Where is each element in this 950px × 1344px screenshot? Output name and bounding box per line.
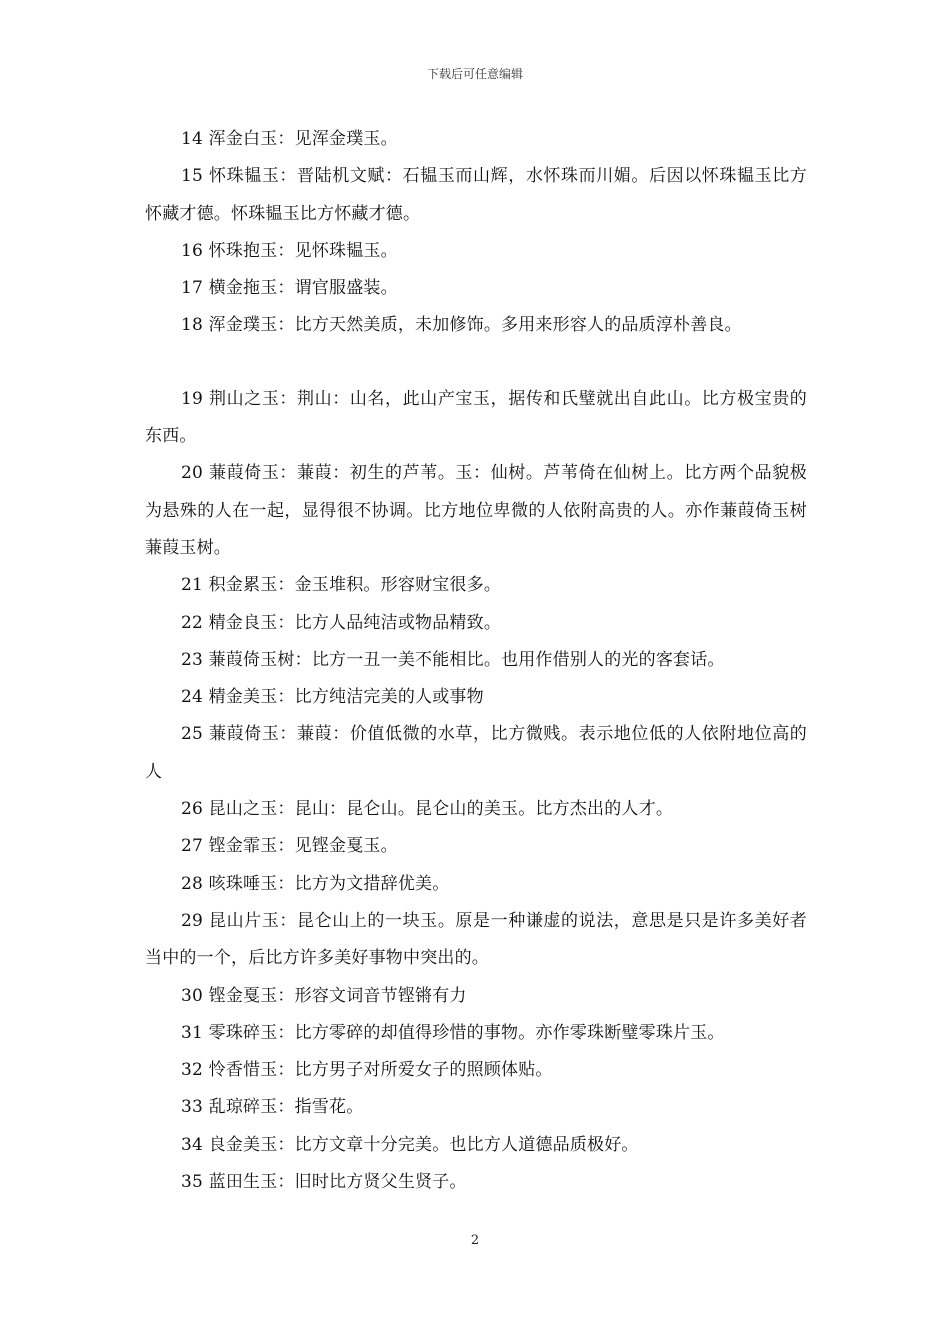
entry-14: 14 浑金白玉：见浑金璞玉。 xyxy=(181,129,398,149)
paragraph-gap xyxy=(145,345,807,381)
entry-25: 25 蒹葭倚玉：蒹葭：价值低微的水草，比方微贱。表示地位低的人依附地位高的人 xyxy=(145,724,807,782)
entry-29: 29 昆山片玉：昆仑山上的一块玉。原是一种谦虚的说法，意思是只是许多美好者当中的一个，后比方许多美好事物中突出的。 xyxy=(145,910,807,969)
entry-33: 33 乱琼碎玉：指雪花。 xyxy=(181,1097,364,1118)
entry-16: 16 怀珠抱玉：见怀珠韫玉。 xyxy=(181,240,398,261)
page-header: 下载后可任意编辑 xyxy=(426,67,523,81)
entry-34: 34 良金美玉：比方文章十分完美。也比方人道德品质极好。 xyxy=(181,1134,639,1155)
entry-19: 19 荆山之玉：荆山：山名，此山产宝玉，据传和氏璧就出自此山。比方极宝贵的东西。 xyxy=(145,388,807,447)
entry-15: 15 怀珠韫玉：晋陆机文赋：石韫玉而山辉，水怀珠而川媚。后因以怀珠韫玉比方怀藏才德。怀珠韫玉比方怀藏才德。 xyxy=(145,166,807,224)
entry-18: 18 浑金璞玉：比方天然美质，未加修饰。多用来形容人的品质淳朴善良。 xyxy=(181,315,742,336)
entry-26: 26 昆山之玉：昆山：昆仑山。昆仑山的美玉。比方杰出的人才。 xyxy=(181,799,674,820)
entry-30: 30 铿金戛玉：形容文词音节铿锵有力 xyxy=(181,985,467,1006)
entry-23: 23 蒹葭倚玉树：比方一丑一美不能相比。也用作借别人的光的客套话。 xyxy=(181,649,725,670)
entry-28: 28 咳珠唾玉：比方为文措辞优美。 xyxy=(181,873,450,894)
entry-32: 32 怜香惜玉：比方男子对所爱女子的照顾体贴。 xyxy=(181,1060,553,1081)
page-number: 2 xyxy=(470,1233,480,1248)
entry-31: 31 零珠碎玉：比方零碎的却值得珍惜的事物。亦作零珠断璧零珠片玉。 xyxy=(181,1022,725,1043)
document-body xyxy=(145,121,807,1201)
entry-21: 21 积金累玉：金玉堆积。形容财宝很多。 xyxy=(181,575,502,596)
entry-24: 24 精金美玉：比方纯洁完美的人或事物 xyxy=(181,687,484,708)
entry-22: 22 精金良玉：比方人品纯洁或物品精致。 xyxy=(181,612,502,633)
entry-35: 35 蓝田生玉：旧时比方贤父生贤子。 xyxy=(181,1172,467,1193)
entry-17: 17 横金拖玉：谓官服盛装。 xyxy=(181,278,398,299)
entry-27: 27 铿金霏玉：见铿金戛玉。 xyxy=(181,836,398,857)
entry-20: 20 蒹葭倚玉：蒹葭：初生的芦苇。玉：仙树。芦苇倚在仙树上。比方两个品貌极为悬殊的人在一起，显得很不协调。比方地位卑微的人依附高贵的人。亦作蒹葭倚玉树蒹葭玉树。 xyxy=(145,463,807,558)
